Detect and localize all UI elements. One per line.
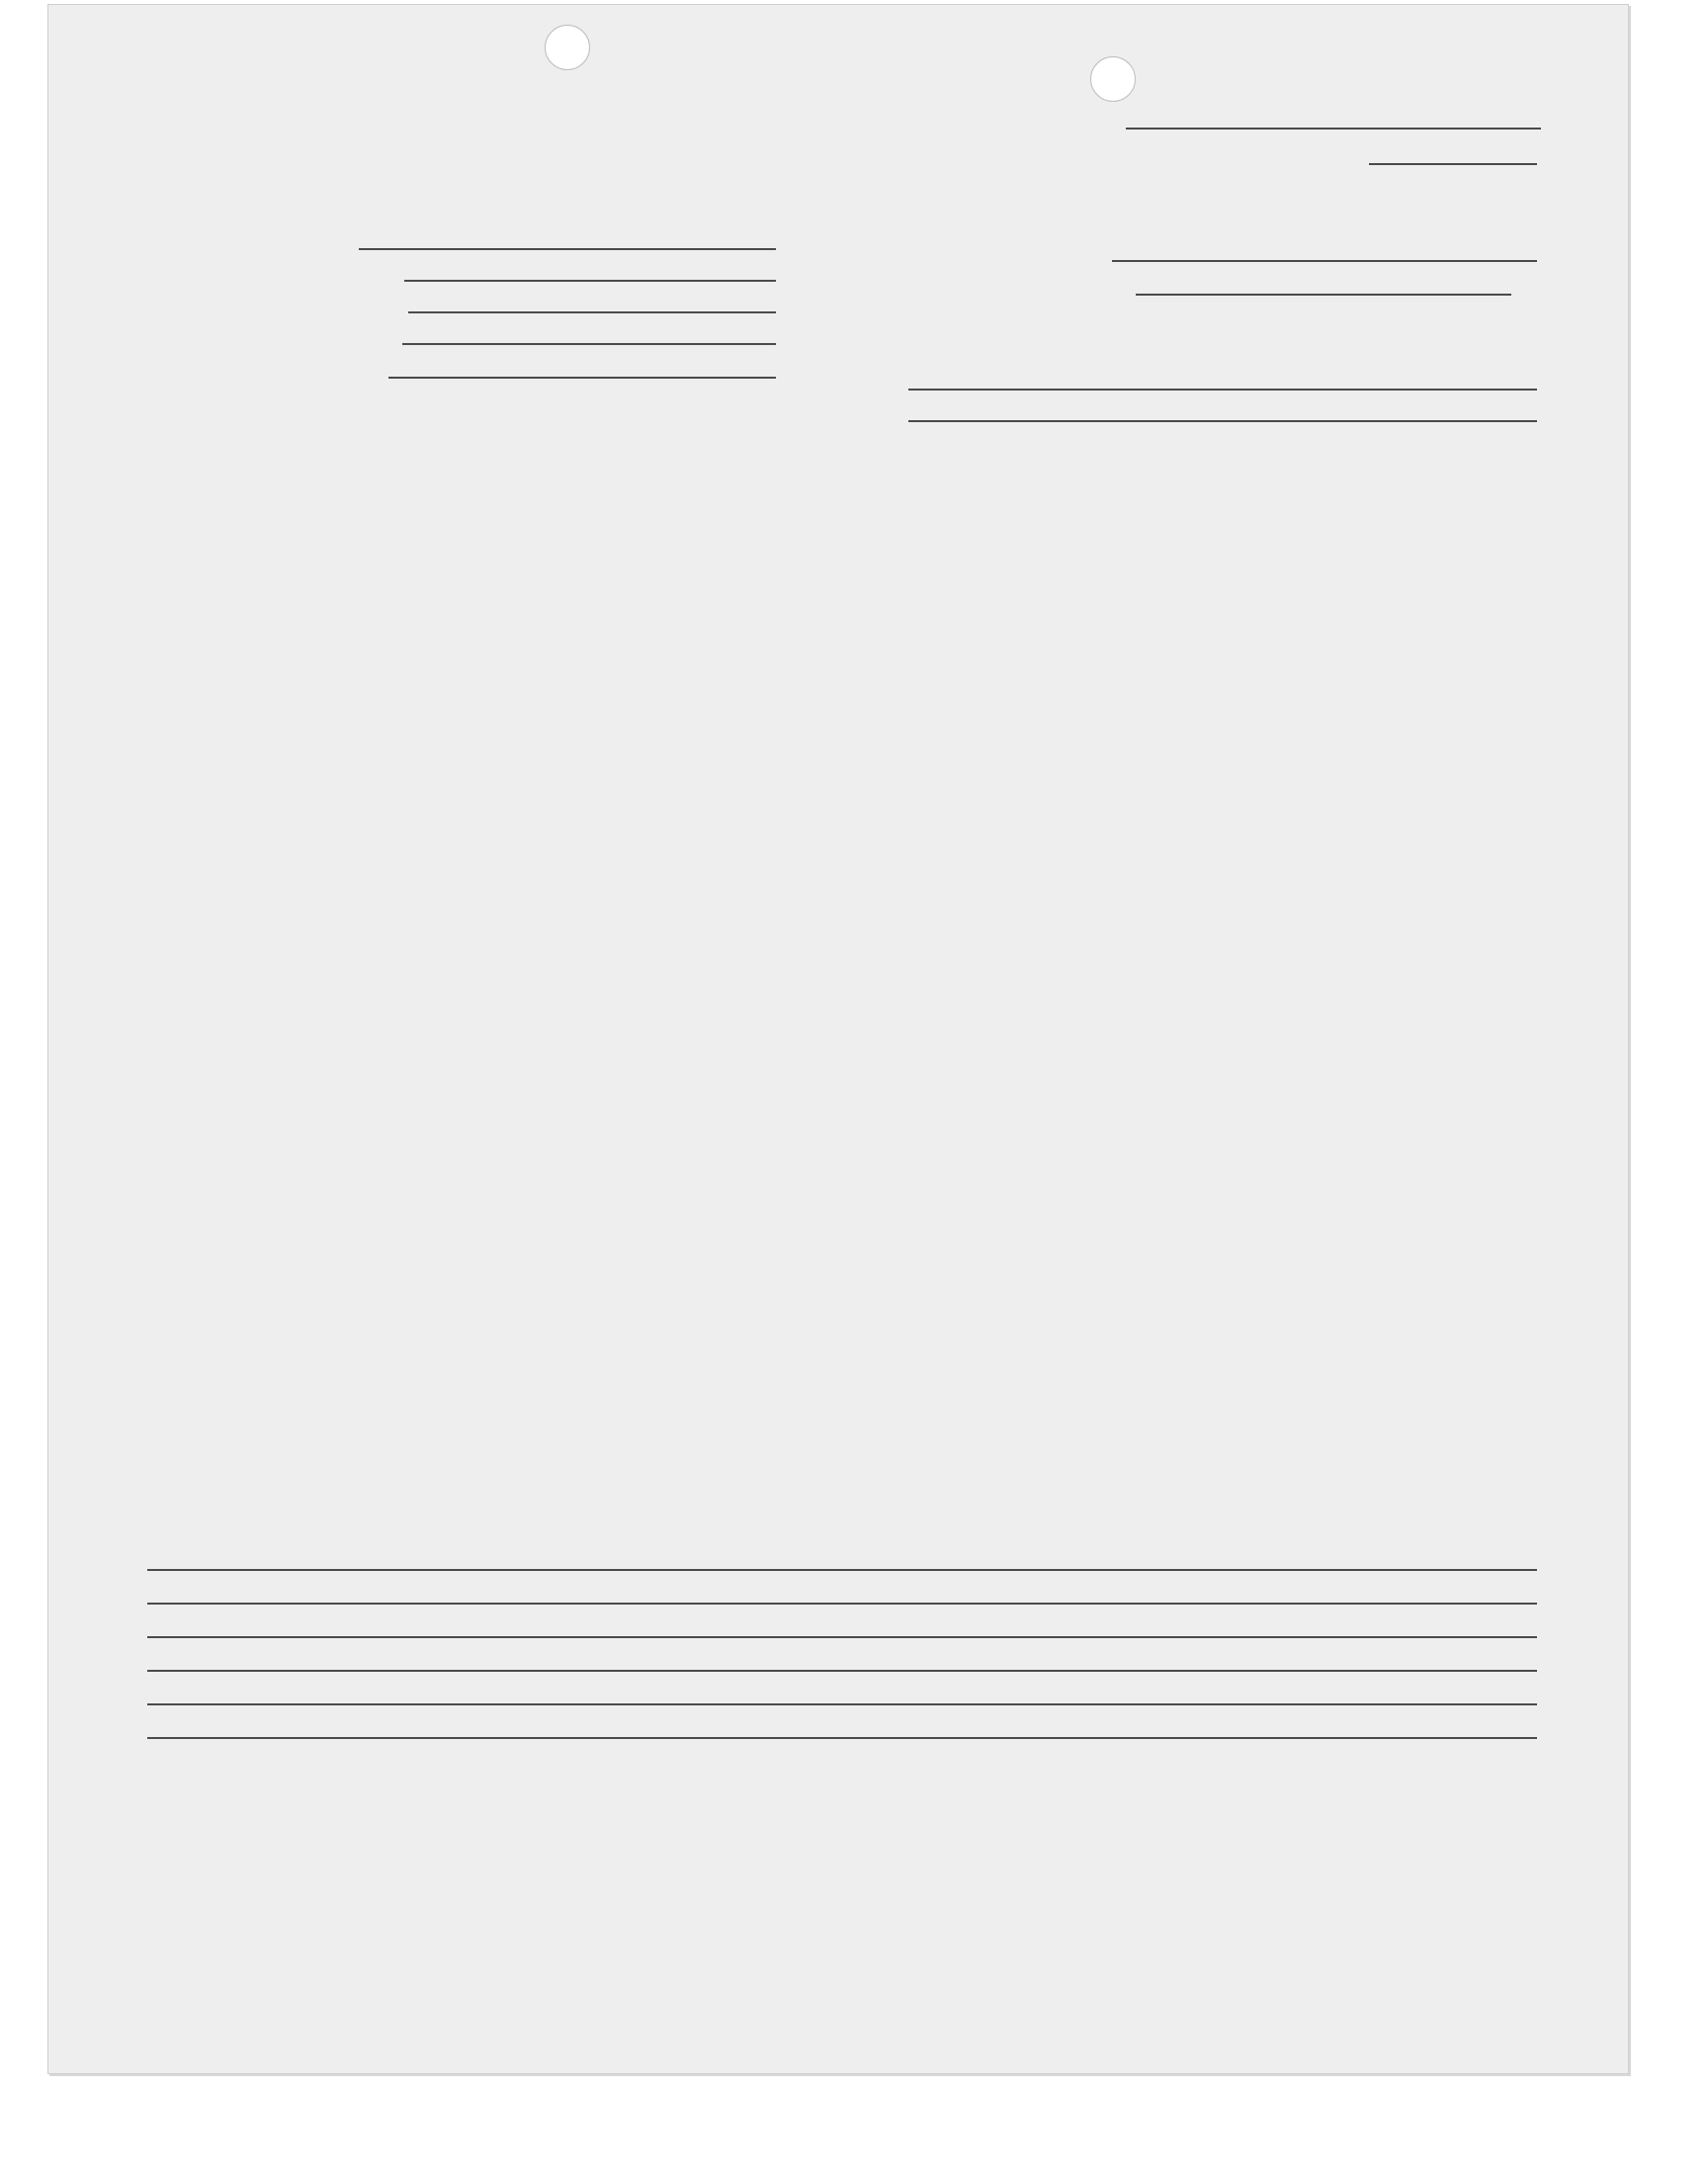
samples-table-grid [48,5,1628,1547]
report-sheet [47,4,1629,2074]
